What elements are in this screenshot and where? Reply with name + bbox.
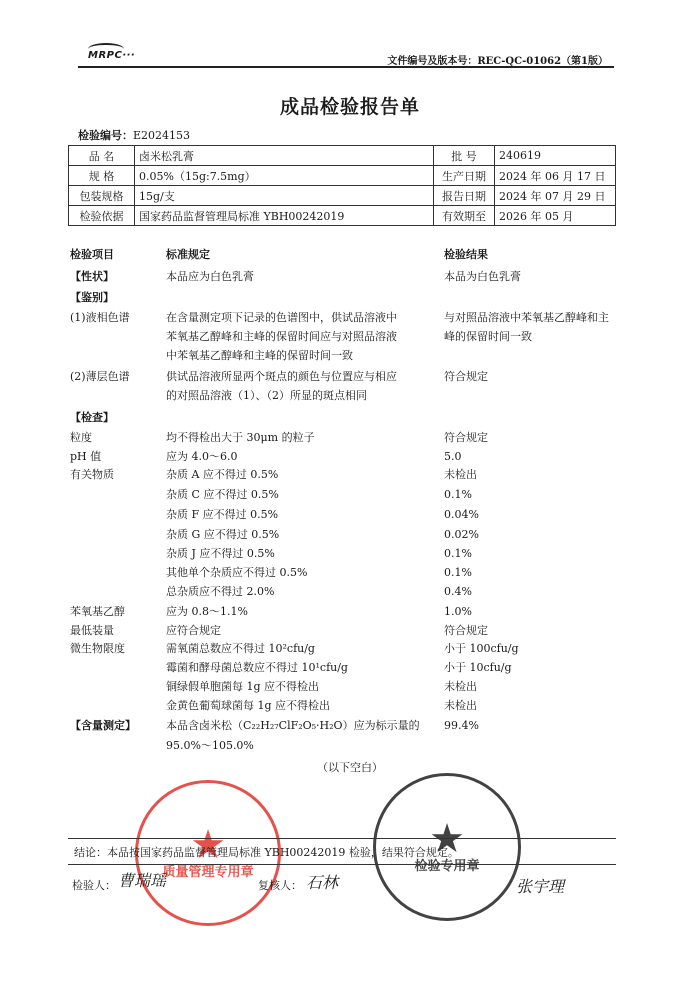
result-staphylococcus: 未检出 bbox=[444, 699, 477, 712]
spec-label: 规 格 bbox=[69, 166, 135, 186]
item-microbial-limit: 微生物限度 bbox=[70, 642, 125, 655]
column-header-standard: 标准规定 bbox=[166, 248, 210, 261]
document-number: 文件编号及版本号：REC-QC-01062（第1版） bbox=[387, 56, 608, 67]
item-assay: 【含量测定】 bbox=[70, 719, 136, 732]
standard-hplc-line2: 苯氧基乙醇峰和主峰的保留时间应与对照品溶液 bbox=[166, 330, 397, 343]
inspection-number bbox=[78, 127, 190, 143]
item-phenoxyethanol: 苯氧基乙醇 bbox=[70, 605, 125, 618]
standard-pseudomonas: 铜绿假单胞菌每 1g 应不得检出 bbox=[166, 680, 320, 693]
table-row bbox=[69, 146, 616, 166]
report-date: 2024 年 07 月 29 日 bbox=[495, 186, 616, 206]
item-appearance: 【性状】 bbox=[70, 270, 114, 283]
standard-tlc-line1: 供试品溶液所显两个斑点的颜色与位置应与相应 bbox=[166, 370, 397, 383]
result-assay: 99.4% bbox=[444, 719, 479, 732]
standard-aerobic-count: 需氧菌总数应不得过 10²cfu/g bbox=[166, 642, 315, 655]
result-total-impurity: 0.4% bbox=[444, 585, 472, 598]
standard-particle-size: 均不得检出大于 30μm 的粒子 bbox=[166, 431, 315, 444]
conclusion-bottom-line bbox=[68, 864, 616, 865]
standard-tlc-line2: 的对照品溶液（1）、（2）所显的斑点相同 bbox=[166, 389, 367, 402]
pack-spec: 15g/支 bbox=[135, 186, 434, 206]
result-hplc-line1: 与对照品溶液中苯氧基乙醇峰和主 bbox=[444, 311, 609, 324]
section-inspection: 【检查】 bbox=[70, 411, 114, 424]
conclusion-top-line bbox=[68, 838, 616, 839]
inspection-number-value: E2024153 bbox=[133, 129, 191, 142]
result-appearance: 本品为白色乳膏 bbox=[444, 270, 521, 283]
product-info-table bbox=[68, 145, 616, 226]
star-icon: ★ bbox=[429, 816, 465, 862]
item-related-substances: 有关物质 bbox=[70, 468, 114, 481]
standard-assay-line1: 本品含卤米松（C₂₂H₂₇ClF₂O₅·H₂O）应为标示量的 bbox=[166, 719, 420, 732]
result-pseudomonas: 未检出 bbox=[444, 680, 477, 693]
result-hplc-line2: 峰的保留时间一致 bbox=[444, 330, 532, 343]
standard-minimum-fill: 应符合规定 bbox=[166, 624, 221, 637]
standard-impurity-a: 杂质 A 应不得过 0.5% bbox=[166, 468, 279, 481]
standard-hplc-line3: 中苯氧基乙醇峰和主峰的保留时间一致 bbox=[166, 349, 353, 362]
blank-below-note: （以下空白） bbox=[317, 761, 383, 774]
star-icon: ★ bbox=[190, 822, 226, 868]
report-date-label: 报告日期 bbox=[434, 186, 495, 206]
standard-total-impurity: 总杂质应不得过 2.0% bbox=[166, 585, 275, 598]
standard-staphylococcus: 金黄色葡萄球菌每 1g 应不得检出 bbox=[166, 699, 331, 712]
product-name: 卤米松乳膏 bbox=[135, 146, 434, 166]
standard-ph: 应为 4.0～6.0 bbox=[166, 450, 238, 463]
standard-impurity-c: 杂质 C 应不得过 0.5% bbox=[166, 488, 279, 501]
inspector-signature: 曹瑞瑶 bbox=[118, 871, 167, 890]
result-tlc: 符合规定 bbox=[444, 370, 488, 383]
company-logo: MRPC··· bbox=[88, 50, 136, 61]
batch-number: 240619 bbox=[495, 146, 616, 166]
produce-date-label: 生产日期 bbox=[434, 166, 495, 186]
name-label: 品 名 bbox=[69, 146, 135, 166]
column-header-item: 检验项目 bbox=[70, 248, 114, 261]
standard-hplc-line1: 在含量测定项下记录的色谱图中，供试品溶液中 bbox=[166, 311, 397, 324]
result-yeast-mold: 小于 10cfu/g bbox=[444, 661, 512, 674]
inspection-number-label: 检验编号： bbox=[78, 129, 133, 142]
result-phenoxyethanol: 1.0% bbox=[444, 605, 472, 618]
table-row bbox=[69, 166, 616, 186]
item-particle-size: 粒度 bbox=[70, 431, 92, 444]
table-row bbox=[69, 206, 616, 226]
standard-impurity-f: 杂质 F 应不得过 0.5% bbox=[166, 508, 279, 521]
approver-signature: 张宇理 bbox=[516, 877, 565, 896]
standard-other-impurity: 其他单个杂质应不得过 0.5% bbox=[166, 566, 308, 579]
result-impurity-c: 0.1% bbox=[444, 488, 472, 501]
result-impurity-f: 0.04% bbox=[444, 508, 479, 521]
item-hplc: (1)液相色谱 bbox=[70, 311, 130, 324]
result-particle-size: 符合规定 bbox=[444, 431, 488, 444]
table-row bbox=[69, 186, 616, 206]
result-impurity-j: 0.1% bbox=[444, 547, 472, 560]
standard-yeast-mold: 霉菌和酵母菌总数应不得过 10¹cfu/g bbox=[166, 661, 348, 674]
result-minimum-fill: 符合规定 bbox=[444, 624, 488, 637]
column-header-result: 检验结果 bbox=[444, 248, 488, 261]
header-divider bbox=[78, 66, 614, 68]
batch-label: 批 号 bbox=[434, 146, 495, 166]
standard-impurity-g: 杂质 G 应不得过 0.5% bbox=[166, 528, 280, 541]
standard-impurity-j: 杂质 J 应不得过 0.5% bbox=[166, 547, 275, 560]
report-title: 成品检验报告单 bbox=[279, 96, 420, 118]
quality-stamp-text: 质量管理专用章 bbox=[162, 865, 254, 880]
expiry-label: 有效期至 bbox=[434, 206, 495, 226]
basis-label: 检验依据 bbox=[69, 206, 135, 226]
reviewer-label: 复核人： bbox=[258, 879, 302, 892]
inspector-label: 检验人： bbox=[72, 879, 116, 892]
section-identification: 【鉴别】 bbox=[70, 291, 114, 304]
product-spec: 0.05%（15g:7.5mg） bbox=[135, 166, 434, 186]
item-tlc: (2)薄层色谱 bbox=[70, 370, 130, 383]
inspection-stamp-text: 检验专用章 bbox=[414, 859, 480, 874]
result-ph: 5.0 bbox=[444, 450, 462, 463]
standard-assay-line2: 95.0%～105.0% bbox=[166, 739, 254, 752]
item-ph: pH 值 bbox=[70, 450, 102, 463]
produce-date: 2024 年 06 月 17 日 bbox=[495, 166, 616, 186]
item-minimum-fill: 最低装量 bbox=[70, 624, 114, 637]
result-impurity-g: 0.02% bbox=[444, 528, 479, 541]
result-other-impurity: 0.1% bbox=[444, 566, 472, 579]
result-impurity-a: 未检出 bbox=[444, 468, 477, 481]
expiry-date: 2026 年 05 月 bbox=[495, 206, 616, 226]
inspection-basis: 国家药品监督管理局标准 YBH00242019 bbox=[135, 206, 434, 226]
conclusion: 结论：本品按国家药品监督管理局标准 YBH00242019 检验，结果符合规定。 bbox=[74, 846, 459, 859]
reviewer-signature: 石林 bbox=[306, 873, 339, 892]
pack-label: 包装规格 bbox=[69, 186, 135, 206]
standard-appearance: 本品应为白色乳膏 bbox=[166, 270, 254, 283]
standard-phenoxyethanol: 应为 0.8～1.1% bbox=[166, 605, 248, 618]
result-aerobic-count: 小于 100cfu/g bbox=[444, 642, 519, 655]
